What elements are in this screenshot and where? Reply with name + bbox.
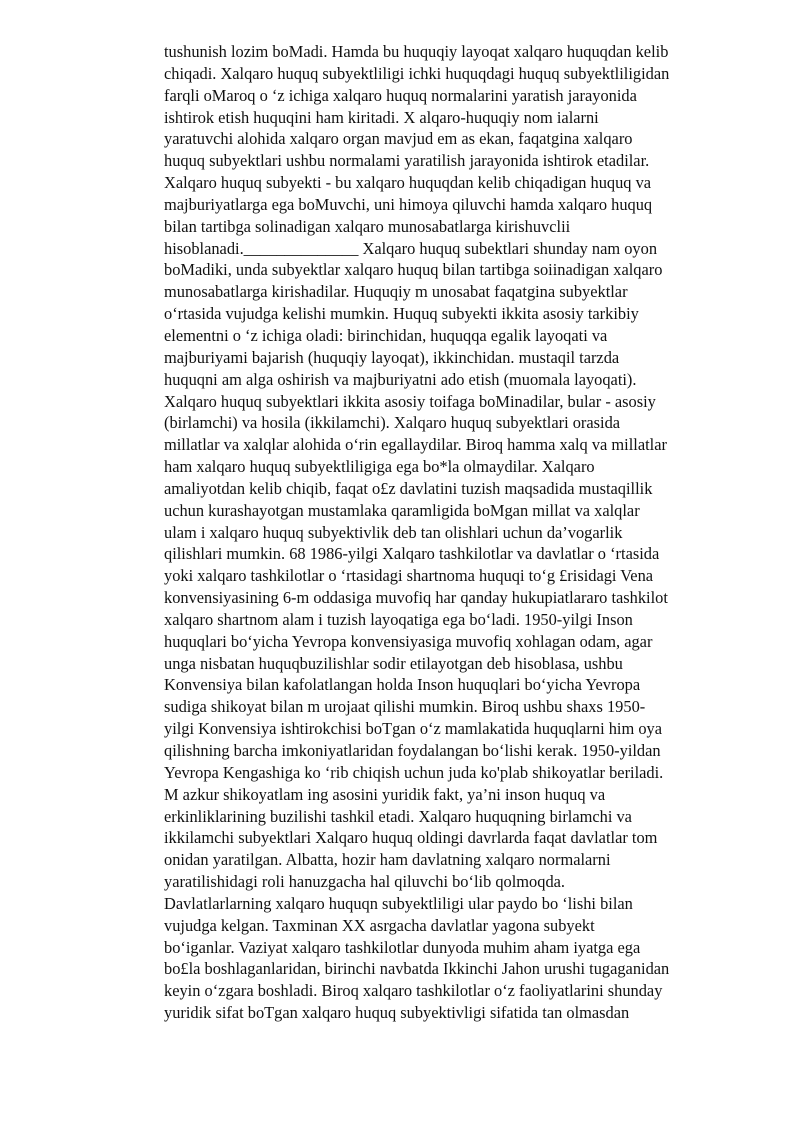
- text-line: huquqni am alga oshirish va majburiyatni ado etish (muomala layoqati).: [164, 369, 637, 389]
- text-line: Xalqaro huquq subyektlari ikkita asosiy toifaga boMinadilar, bular - asosiy: [164, 391, 656, 411]
- text-line: ham xalqaro huquq subyektliligiga ega bo*la olmaydilar. Xalqaro: [164, 457, 595, 477]
- text-line: majburiyatlarga ega boMuvchi, uni himoya qiluvchi hamda xalqaro huquq: [164, 194, 653, 214]
- text-line: millatlar va xalqlar alohida o‘rin egallaydilar. Biroq hamma xalq va millatlar: [164, 435, 667, 455]
- text-line: M azkur shikoyatlam ing asosini yuridik fakt, ya’ni inson huquq va: [164, 784, 606, 804]
- text-line: qilishlari mumkin. 68 1986-yilgi Xalqaro tashkilotlar va davlatlar o ‘rtasida: [164, 544, 660, 564]
- text-line: majburiyami bajarish (huquqiy layoqat), ikkinchidan. mustaqil tarzda: [164, 347, 620, 367]
- text-line: yuridik sifat boTgan xalqaro huquq subyektivligi sifatida tan olmasdan: [164, 1003, 630, 1023]
- text-line: munosabatlarga kirishadilar. Huquqiy m unosabat faqatgina subyektlar: [164, 282, 628, 302]
- text-line: hisoblanadi.______________ Xalqaro huquq subektlari shunday nam oyon: [164, 238, 658, 258]
- text-line: qilishning barcha imkoniyatlaridan foydalangan bo‘lishi kerak. 1950-yildan: [164, 741, 661, 760]
- text-line: onidan yaratilgan. Albatta, hozir ham davlatning xalqaro normalarni: [164, 850, 611, 870]
- text-line: chiqadi. Xalqaro huquq subyektliligi ichki huquqdagi huquq subyektliligidan: [164, 63, 670, 83]
- text-line: ishtirok etish huquqini ham kiritadi. X alqaro-huquqiy nom ialarni: [164, 107, 599, 127]
- text-line: ikkilamchi subyektlari Xalqaro huquq oldingi davrlarda faqat davlatlar tom: [164, 828, 658, 848]
- text-line: elementni o ‘z ichiga oladi: birinchidan, huquqqa egalik layoqati va: [164, 325, 608, 345]
- text-line: yilgi Konvensiya ishtirokchisi boTgan o‘z mamlakatida huquqlarni him oya: [164, 719, 662, 739]
- text-line: o‘rtasida vujudga kelishi mumkin. Huquq subyekti ikkita asosiy tarkibiy: [164, 304, 639, 324]
- text-line: uchun kurashayotgan mustamlaka qaramligida boMgan millat va xalqlar: [164, 500, 640, 520]
- text-line: boMadiki, unda subyektlar xalqaro huquq bilan tartibga soiinadigan xalqaro: [164, 260, 663, 280]
- text-line: Konvensiya bilan kafolatlangan holda Inson huquqlari bo‘yicha Yevropa: [164, 675, 641, 695]
- text-line: ulam i xalqaro huquq subyektivlik deb tan olishlari uchun da’vogarlik: [164, 522, 623, 542]
- text-line: bo£la boshlaganlaridan, birinchi navbatda Ikkinchi Jahon urushi tugaganidan: [164, 959, 670, 979]
- text-line: Xalqaro huquq subyekti - bu xalqaro huquqdan kelib chiqadigan huquq va: [164, 173, 652, 193]
- text-line: erkinliklarining buzilishi tashkil etadi. Xalqaro huquqning birlamchi va: [164, 806, 632, 826]
- text-line: huquqlari bo‘yicha Yevropa konvensiyasiga muvofiq xohlagan odam, agar: [164, 631, 653, 651]
- text-line: yaratuvchi alohida xalqaro organ mavjud em as ekan, faqatgina xalqaro: [164, 129, 633, 149]
- text-line: bo‘iganlar. Vaziyat xalqaro tashkilotlar dunyoda muhim aham iyatga ega: [164, 937, 641, 957]
- text-line: tushunish lozim boMadi. Hamda bu huquqiy layoqat xalqaro huquqdan kelib: [164, 42, 669, 61]
- text-line: yaratilishidagi roli hanuzgacha hal qiluvchi bo‘lib qolmoqda.: [164, 872, 566, 892]
- text-line: keyin o‘zgara boshladi. Biroq xalqaro tashkilotlar o‘z faoliyatlarini shunday: [164, 981, 663, 1001]
- text-line: unga nisbatan huquqbuzilishlar sodir etilayotgan deb hisoblasa, ushbu: [164, 653, 623, 673]
- text-line: yoki xalqaro tashkilotlar o ‘rtasidagi shartnoma huquqi to‘g £risidagi Vena: [164, 566, 654, 586]
- text-line: xalqaro shartnom alam i tuzish layoqatiga ega bo‘ladi. 1950-yilgi Inson: [164, 609, 633, 629]
- text-line: bilan tartibga solinadigan xalqaro munosabatlarga kirishuvclii: [164, 216, 571, 236]
- text-line: amaliyotdan kelib chiqib, faqat o£z davlatini tuzish maqsadida mustaqillik: [164, 478, 653, 498]
- text-line: konvensiyasining 6-m oddasiga muvofiq har qanday hukupiatlararo tashkilot: [164, 588, 668, 608]
- body-text: [164, 41, 764, 1024]
- text-line: (birlamchi) va hosila (ikkilamchi). Xalqaro huquq subyektlari orasida: [164, 413, 621, 433]
- text-line: huquq subyektlari ushbu normalami yaratilish jarayonida ishtirok etadilar.: [164, 151, 650, 171]
- text-line: sudiga shikoyat bilan m urojaat qilishi mumkin. Biroq ushbu shaxs 1950-: [164, 697, 646, 717]
- text-line: Yevropa Kengashiga ko ‘rib chiqish uchun juda ko'plab shikoyatlar beriladi.: [164, 762, 664, 782]
- text-line: farqli oMaroq o ‘z ichiga xalqaro huquq normalarini yaratish jarayonida: [164, 85, 637, 105]
- text-line: Davlatlarlarning xalqaro huquqn subyektliligi ular paydo bo ‘lishi bilan: [164, 893, 633, 913]
- text-line: vujudga kelgan. Taxminan XX asrgacha davlatlar yagona subyekt: [164, 915, 595, 935]
